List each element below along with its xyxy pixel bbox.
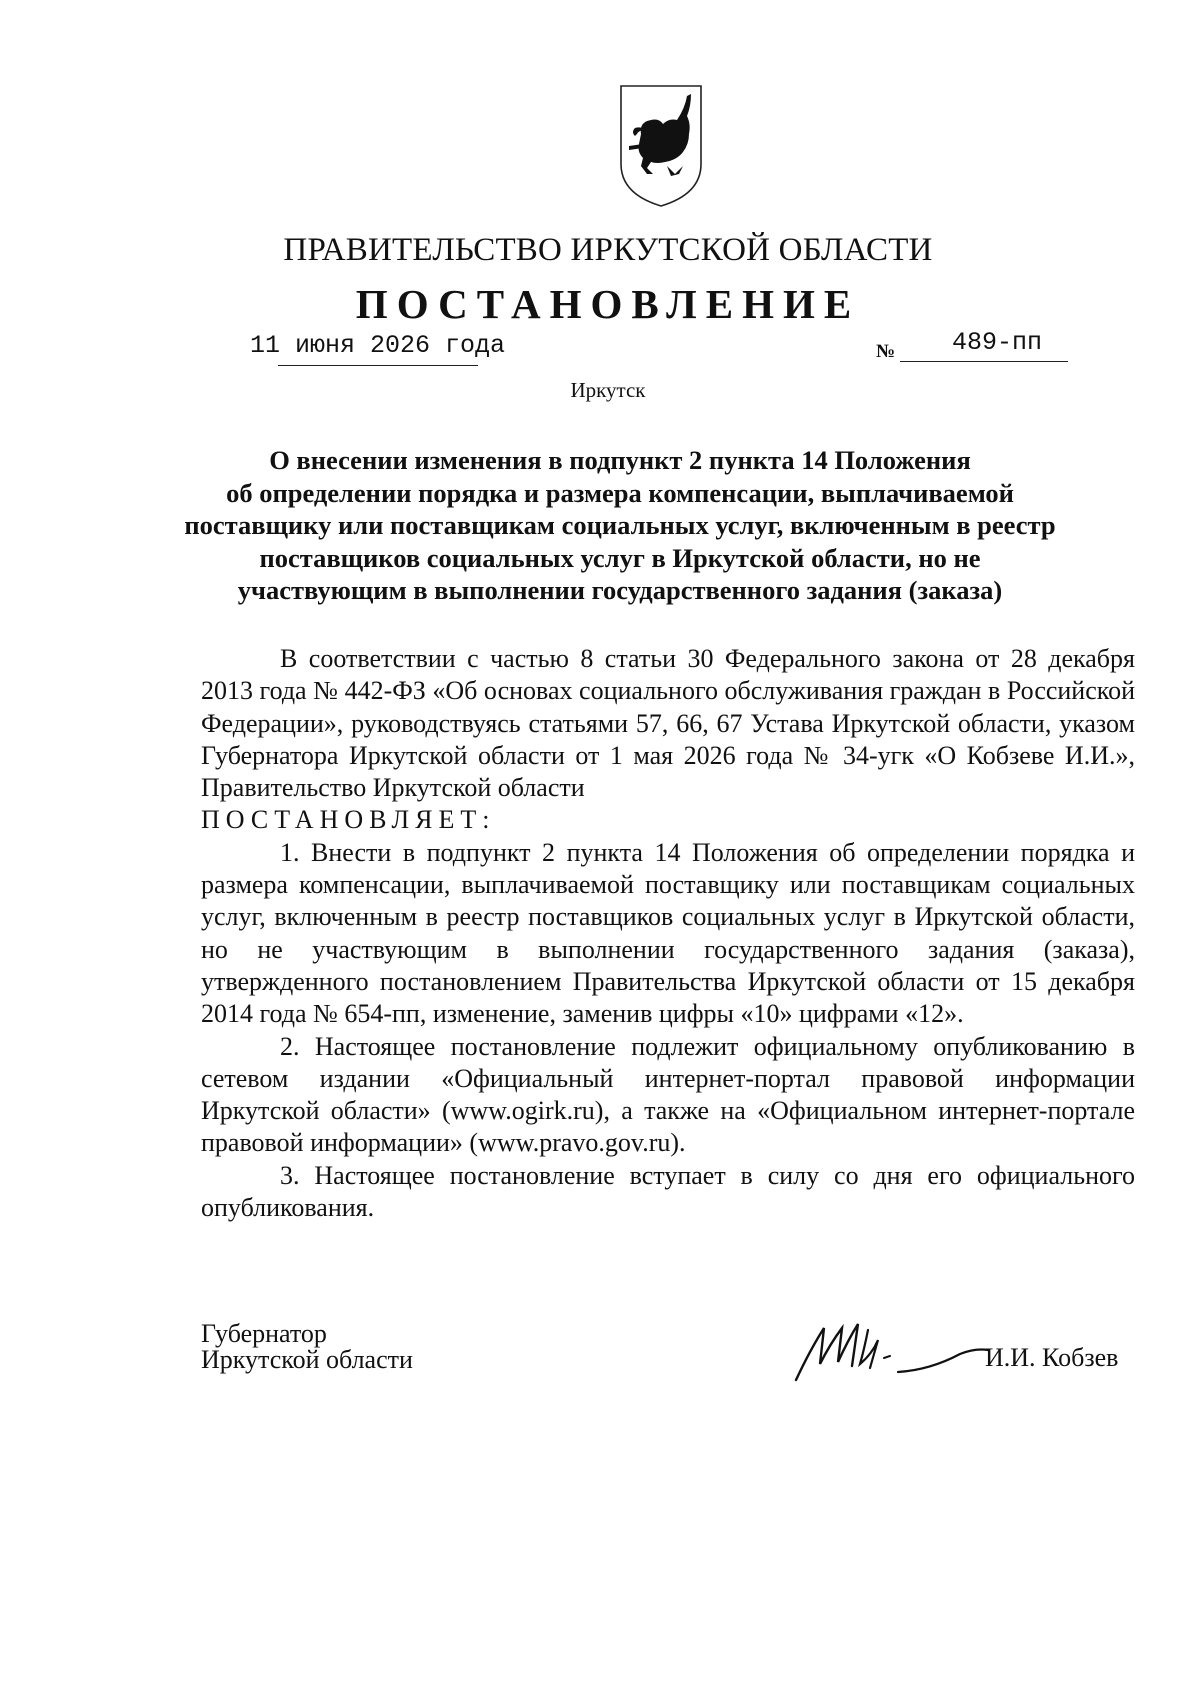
handwritten-signature: [790, 1310, 990, 1390]
document-body: [201, 643, 1135, 1224]
signer-position: [201, 1321, 413, 1373]
clause-3: 3. Настоящее постановление вступает в силу со дня его официального опубликования.: [201, 1160, 1135, 1223]
document-title: [170, 444, 1070, 607]
document-type: ПОСТАНОВЛЕНИЕ: [355, 281, 861, 327]
decides-heading: ПОСТАНОВЛЯЕТ:: [201, 805, 496, 835]
preamble-paragraph: В соответствии с частью 8 статьи 30 Федерального закона от 28 декабря 2013 года № 442-ФЗ «Об основах социального обслуживания граждан в Российской Федерации», руководствуясь статьями 57, 66, 67 Устава Иркутской области, указом Губернатора Иркутской области от 1 мая 2026 года № 34-угк «О Кобзеве И.И.», Правительство Иркутской области: [201, 644, 1135, 803]
number-underline: [900, 361, 1068, 362]
title-line: об определении порядка и размера компенсации, выплачиваемой: [226, 477, 1014, 508]
clause-2: 2. Настоящее постановление подлежит официальному опубликованию в сетевом издании «Официальный интернет-портал правовой информации Иркутской области» (www.ogirk.ru), а также на «Официальном интернет-портале правовой информации» (www.pravo.gov.ru).: [201, 1031, 1135, 1158]
coat-of-arms-icon: [617, 82, 705, 210]
signer-position-line: Иркутской области: [201, 1345, 413, 1374]
title-line: О внесении изменения в подпункт 2 пункта 14 Положения: [269, 445, 971, 475]
government-name: ПРАВИТЕЛЬСТВО ИРКУТСКОЙ ОБЛАСТИ: [283, 232, 933, 268]
title-line: участвующим в выполнении государственного задания (заказа): [237, 575, 1003, 605]
signer-position-line: Губернатор: [201, 1319, 327, 1348]
city: Иркутск: [570, 378, 646, 402]
title-line: поставщику или поставщикам социальных услуг, включенным в реестр: [184, 510, 1056, 540]
signer-name: И.И. Кобзев: [985, 1343, 1119, 1372]
title-line: поставщиков социальных услуг в Иркутской области, но не: [259, 542, 981, 573]
document-number: 489-пп: [952, 328, 1043, 357]
number-sign: №: [876, 341, 896, 362]
clause-1: 1. Внести в подпункт 2 пункта 14 Положения об определении порядка и размера компенсации, выплачиваемой поставщику или поставщикам социальных услуг, включенным в реестр поставщиков социальных услуг в Иркутской области, но не участвующим в выполнении государственного задания (заказа), утвержденного постановлением Правительства Иркутской области от 15 декабря 2014 года № 654-пп, изменение, заменив цифры «10» цифрами «12».: [201, 837, 1135, 1029]
date-underline: [278, 365, 478, 366]
document-date: 11 июня 2026 года: [250, 331, 506, 360]
